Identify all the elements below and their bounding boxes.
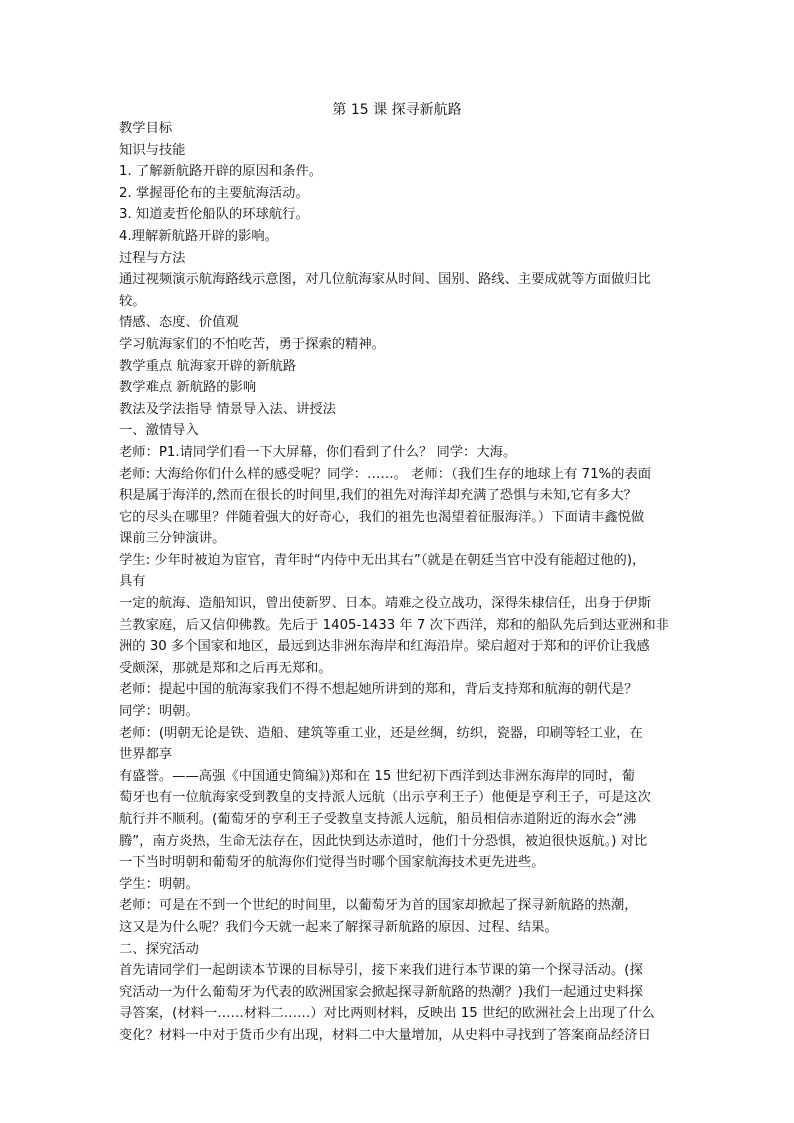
text-line: 兰教家庭，后又信仰佛教。先后于 1405-1433 年 7 次下西洋，郑和的船队先后到达亚洲和非 xyxy=(119,617,669,633)
text-line: 较。 xyxy=(119,293,146,309)
text-line: 知识与技能 xyxy=(119,142,186,158)
text-line: 寻答案，(材料一……材料二……）对比两则材料，反映出 15 世纪的欧洲社会上出现了什么 xyxy=(119,1006,655,1022)
text-line: 情感、态度、价值观 xyxy=(119,315,239,331)
text-line: 一下当时明朝和葡萄牙的航海你们觉得当时哪个国家航海技术更先进些。 xyxy=(119,855,545,871)
text-line: 首先请同学们一起朗读本节课的目标导引，接下来我们进行本节课的第一个探寻活动。(探 xyxy=(119,963,643,979)
text-line: 4.理解新航路开辟的影响。 xyxy=(119,228,278,244)
text-line: 腾”，南方炎热，生命无法存在，因此快到达赤道时，他们十分恐惧，被迫很快返航。) 对比 xyxy=(119,833,648,849)
text-line: 3. 知道麦哲伦船队的环球航行。 xyxy=(119,207,309,223)
text-line: 教学难点 新航路的影响 xyxy=(119,380,257,396)
text-line: 学习航海家们的不怕吃苦，勇于探索的精神。 xyxy=(119,336,385,352)
text-line: 老师：P1.请同学们看一下大屏幕，你们看到了什么？ 同学：大海。 xyxy=(119,444,517,460)
text-line: 洲的 30 多个国家和地区，最远到达非洲东海岸和红海沿岸。梁启超对于郑和的评价让我感 xyxy=(119,639,650,655)
text-line: 同学：明朝。 xyxy=(119,704,199,720)
text-line: 通过视频演示航海路线示意图，对几位航海家从时间、国别、路线、主要成就等方面做归比 xyxy=(119,272,651,288)
text-line: 萄牙也有一位航海家受到教皇的支持派人远航（出示亨利王子）他便是亨利王子，可是这次 xyxy=(119,790,651,806)
text-line: 教学重点 航海家开辟的新航路 xyxy=(119,358,297,374)
text-line: 老师：提起中国的航海家我们不得不想起她所讲到的郑和，背后支持郑和航海的朝代是？ xyxy=(119,682,638,698)
text-line: 有盛誉。——高强《中国通史简编》)郑和在 15 世纪初下西洋到达非洲东海岸的同时，葡 xyxy=(119,768,635,784)
text-line: 受颇深，那就是郑和之后再无郑和。 xyxy=(119,660,332,676)
text-line: 2. 掌握哥伦布的主要航海活动。 xyxy=(119,185,309,201)
text-line: 1. 了解新航路开辟的原因和条件。 xyxy=(119,164,323,180)
document-body xyxy=(119,118,679,1047)
text-line: 教法及学法指导 情景导入法、讲授法 xyxy=(119,401,336,417)
text-line: 这又是为什么呢？我们今天就一起来了解探寻新航路的原因、过程、结果。 xyxy=(119,919,558,935)
text-line: 教学目标 xyxy=(119,121,173,136)
text-line: 过程与方法 xyxy=(119,250,186,266)
text-line: 积是属于海洋的,然而在很长的时间里,我们的祖先对海洋却充满了恐惧与未知,它有多大？ xyxy=(119,488,637,504)
text-line: 世界都享 xyxy=(119,747,173,763)
text-line: 它的尽头在哪里？伴随着强大的好奇心，我们的祖先也渴望着征服海洋。）下面请丰鑫悦做 xyxy=(119,509,645,525)
text-line: 究活动一为什么葡萄牙为代表的欧洲国家会掀起探寻新航路的热潮？)我们一起通过史料探 xyxy=(119,984,643,1000)
text-line: 二、探究活动 xyxy=(119,941,199,957)
text-line: 变化？材料一中对于货币少有出现，材料二中大量增加，从史料中寻找到了答案商品经济日 xyxy=(119,1027,651,1043)
text-line: 一定的航海、造船知识，曾出使新罗、日本。靖难之役立战功，深得朱棣信任，出身于伊斯 xyxy=(119,596,651,612)
text-line: 学生: 少年时被迫为宦官，青年时“内侍中无出其右”（就是在朝廷当官中没有能超过他的)， xyxy=(119,552,646,568)
text-line: 老师：可是在不到一个世纪的时间里，以葡萄牙为首的国家却掀起了探寻新航路的热潮， xyxy=(119,898,638,914)
text-line: 具有 xyxy=(119,574,146,590)
text-line: 课前三分钟演讲。 xyxy=(119,531,226,547)
text-line: 一、激情导入 xyxy=(119,423,199,439)
page-title: 第 15 课 探寻新航路 xyxy=(332,102,462,118)
text-line: 航行并不顺利。(葡萄牙的亨利王子受教皇支持派人远航，船员相信赤道附近的海水会“沸 xyxy=(119,812,637,827)
text-line: 老师：(明朝无论是铁、造船、建筑等重工业，还是丝绸，纺织，瓷器，印刷等轻工业，在 xyxy=(119,725,643,741)
text-line: 学生：明朝。 xyxy=(119,876,199,892)
text-line: 老师: 大海给你们什么样的感受呢？同学：……。 老师：（我们生存的地球上有 71%的表面 xyxy=(119,466,652,482)
